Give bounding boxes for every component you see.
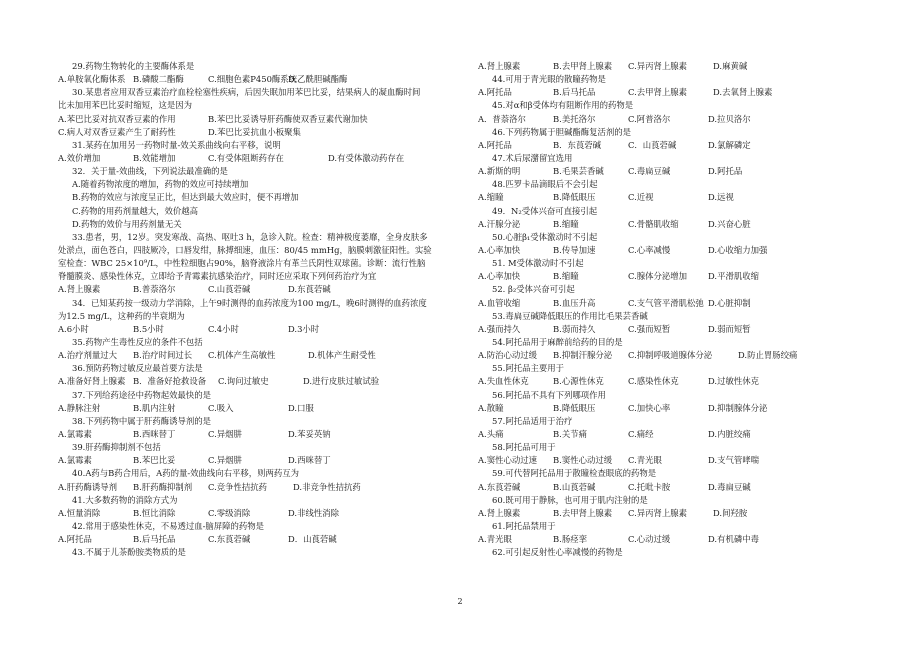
answer-option: D.有机磷中毒 (708, 534, 759, 545)
answer-options-row (58, 126, 458, 139)
answer-option: B.后马托品 (133, 534, 176, 545)
answer-option: B.恒比消除 (133, 507, 176, 518)
answer-options-row (478, 165, 878, 178)
answer-option: D.阿托品 (708, 166, 743, 177)
answer-options-row (58, 113, 458, 126)
answer-options-row (478, 375, 878, 388)
answer-option: B.肠痉挛 (553, 534, 587, 545)
answer-option: B.降低眼压 (553, 402, 596, 413)
answer-option: D.弱而短暂 (708, 323, 751, 334)
question-stem: 40.A药与B药合用后，A药的量-效曲线向右平移，则两药互为 (72, 468, 300, 479)
answer-option: B.普萘洛尔 (133, 284, 176, 295)
answer-option: C.异烟肼 (208, 428, 242, 439)
answer-option: D.心收缩力加强 (708, 244, 768, 255)
answer-option: D.机体产生耐受性 (308, 350, 376, 361)
left-column (58, 60, 458, 559)
answer-option: C.腺体分泌增加 (628, 271, 688, 282)
answer-option: C.强而短暂 (628, 323, 671, 334)
answer-options-row (478, 297, 878, 310)
answer-option: D.内脏绞痛 (708, 428, 751, 439)
answer-options-row (58, 375, 458, 388)
answer-options-row (58, 73, 458, 86)
question-stem: 38.下列药物中属于肝药酶诱导剂的是 (72, 415, 211, 426)
question-stem: 53.毒扁豆碱降低眼压的作用比毛果芸香碱 (492, 310, 648, 321)
answer-option: C.近视 (628, 192, 654, 203)
answer-option: A.随着药物浓度的增加，药物的效应可持续增加 (72, 179, 249, 190)
answer-options-row (58, 283, 458, 296)
question-stem-continuation: 处淤点，面色苍白，四肢厥冷，口唇发绀，脉搏细速，血压：80/45 mmHg，脑膜刺激征阳性。实验 (58, 244, 432, 255)
answer-option: A.阿托品 (58, 534, 92, 545)
answer-option: C.异丙肾上腺素 (628, 61, 688, 71)
answer-option: B.血压升高 (553, 297, 596, 308)
answer-options-row (58, 428, 458, 441)
answer-option: A.防治心动过缓 (478, 350, 537, 361)
answer-option: B.去甲肾上腺素 (553, 507, 613, 518)
answer-option: D.乙酰胆碱酯酶 (288, 74, 348, 85)
answer-option: B.降低眼压 (553, 192, 596, 203)
answer-option: D.氯解磷定 (708, 139, 751, 150)
answer-options-row (478, 323, 878, 336)
answer-option: D.非竞争性拮抗药 (293, 481, 361, 492)
question-stem: 42.常用于感染性休克，不易透过血-脑屏障的药物是 (72, 520, 265, 531)
question-stem: 31.某药在加用另一药物时量-效关系曲线向右平移，说明 (72, 139, 281, 150)
question-stem-continuation: 室检查：WBC 25×10⁹/L，中性粒细胞占90%，脑脊液涂片有革兰氏阴性双球菌。诊断：流行性脑 (58, 258, 426, 269)
answer-options-row (58, 507, 458, 520)
answer-option: D.口服 (288, 402, 314, 413)
answer-option: D.西咪替丁 (288, 455, 331, 466)
answer-option: B.肝药酶抑制剂 (133, 481, 193, 492)
answer-option: A.血管收缩 (478, 297, 521, 308)
answer-option: D.平滑肌收缩 (708, 271, 759, 282)
answer-option: C.东莨菪碱 (208, 534, 251, 545)
answer-options-row (478, 349, 878, 362)
answer-option: A.窦性心动过速 (478, 455, 537, 466)
answer-option: C.毒扁豆碱 (628, 166, 671, 177)
answer-option: A．普萘洛尔 (478, 113, 526, 124)
question-stem: 58.阿托品可用于 (492, 442, 556, 453)
answer-options-row (478, 454, 878, 467)
question-stem: 36.预防药物过敏反应最首要方法是 (72, 363, 203, 374)
question-stem: 61.阿托品禁用于 (492, 520, 556, 531)
answer-option: C.心动过缓 (628, 534, 671, 545)
question-stem: 35.药物产生毒性反应的条件不包括 (72, 336, 203, 347)
answer-option: C.感染性休克 (628, 376, 679, 387)
answer-option: D.去氧肾上腺素 (713, 87, 773, 98)
answer-option: A.静脉注射 (58, 402, 101, 413)
answer-option: B.肌内注射 (133, 402, 176, 413)
question-stem-continuation: 比未加用苯巴比妥时缩短，这是因为 (58, 100, 192, 111)
answer-option: D.支气管哮喘 (708, 455, 759, 466)
question-stem: 54.阿托品用于麻醉前给药的目的是 (492, 336, 623, 347)
answer-option: C.抑制呼吸道腺体分泌 (628, 350, 713, 361)
answer-option: C.托吡卡胺 (628, 481, 671, 492)
question-stem: 37.下列给药途径中药物起效最快的是 (72, 389, 211, 400)
answer-options-row (478, 533, 878, 546)
answer-option: C.4小时 (208, 323, 239, 334)
answer-option: D.防止胃肠绞痛 (738, 350, 798, 361)
answer-options-row (478, 139, 878, 152)
question-stem: 47.术后尿潴留宜选用 (492, 152, 573, 163)
answer-option: A.新斯的明 (478, 166, 521, 177)
answer-option: B.西咪替丁 (133, 428, 176, 439)
answer-option: D.苯巴比妥抗血小板聚集 (208, 126, 301, 137)
answer-option: B.去甲肾上腺素 (553, 61, 613, 71)
answer-option: B.5小时 (133, 323, 164, 334)
answer-options-row (58, 481, 458, 494)
answer-option: A.心率加快 (478, 244, 521, 255)
answer-option: D.苯妥英钠 (288, 428, 331, 439)
answer-option: B.治疗时间过长 (133, 350, 193, 361)
answer-options-row (58, 533, 458, 546)
answer-options-row (58, 454, 458, 467)
answer-option: C.异丙肾上腺素 (628, 507, 688, 518)
answer-option: A.心率加快 (478, 271, 521, 282)
question-stem: 59.可代替阿托品用于散瞳检查眼底的药物是 (492, 468, 657, 479)
answer-option: C.机体产生高敏性 (208, 350, 276, 361)
question-stem: 46.下列药物属于胆碱酯酶复活剂的是 (492, 126, 631, 137)
answer-option: A.肾上腺素 (478, 61, 521, 71)
answer-options-row (478, 402, 878, 415)
answer-option: D.拉贝洛尔 (708, 113, 751, 124)
answer-option: A.失血性休克 (478, 376, 529, 387)
answer-option: D.毒扁豆碱 (708, 481, 751, 492)
answer-option: B.关节痛 (553, 428, 587, 439)
answer-option: A.单胺氧化酶体系 (58, 74, 126, 85)
answer-option: C.竞争性拮抗药 (208, 481, 268, 492)
answer-options-row (478, 244, 878, 257)
answer-options-row (478, 60, 878, 73)
answer-option: C.吸入 (208, 402, 234, 413)
answer-option: B.窦性心动过缓 (553, 455, 613, 466)
answer-option: B.苯巴比妥诱导肝药酶使双香豆素代谢加快 (208, 113, 368, 124)
answer-option: C.阿普洛尔 (628, 113, 671, 124)
question-stem: 34．已知某药按一级动力学消除，上午9时测得的血药浓度为100 mg/L，晚6时测得的血药浓度 (72, 297, 427, 308)
question-stem: 51. M受体激动时不引起 (492, 258, 584, 269)
question-stem: 33.患者，男，12岁。突发寒战、高热、呕吐3 h，急诊入院。检查：精神极度萎靡，全身皮肤多 (72, 231, 428, 242)
page-number: 2 (457, 597, 463, 606)
answer-options-row (478, 428, 878, 441)
answer-option: B.弱而持久 (553, 323, 596, 334)
answer-option: C.骨骼肌收缩 (628, 218, 679, 229)
answer-option: A.氯霉素 (58, 428, 92, 439)
answer-option: D．山莨菪碱 (288, 534, 337, 545)
answer-option: B．东莨菪碱 (553, 139, 602, 150)
answer-option: B.效能增加 (133, 152, 176, 163)
answer-options-row (478, 507, 878, 520)
answer-option: A.准备好肾上腺素 (58, 376, 126, 387)
answer-option: A.肾上腺素 (58, 284, 101, 295)
answer-option: D.远视 (708, 192, 734, 203)
answer-option: B.苯巴比妥 (133, 455, 176, 466)
answer-option: A.头痛 (478, 428, 504, 439)
answer-option: B.山莨菪碱 (553, 481, 596, 492)
answer-option: C.心率减慢 (628, 244, 671, 255)
answer-option: A.阿托品 (478, 87, 512, 98)
answer-option: D.麻黄碱 (713, 61, 748, 71)
question-stem: 44.可用于青光眼的散瞳药物是 (492, 74, 606, 85)
question-stem: 43.不属于儿茶酚胺类物质的是 (72, 547, 186, 558)
answer-option: B.美托洛尔 (553, 113, 596, 124)
answer-option: C.零级消除 (208, 507, 251, 518)
question-stem: 60.既可用于静脉，也可用于肌内注射的是 (492, 494, 648, 505)
answer-option: D.3小时 (288, 323, 320, 334)
answer-option: B.心源性休克 (553, 376, 604, 387)
answer-option: C.支气管平滑肌松弛 (628, 297, 704, 308)
answer-option: C.加快心率 (628, 402, 671, 413)
answer-option: A.肾上腺素 (478, 507, 521, 518)
answer-option: D.兴奋心脏 (708, 218, 751, 229)
answer-options-row (478, 113, 878, 126)
answer-option: C.询问过敏史 (218, 376, 269, 387)
answer-option: A.治疗剂量过大 (58, 350, 117, 361)
question-stem: 45.对α和β受体均有阻断作用的药物是 (492, 100, 634, 111)
question-stem: 56.阿托品不具有下列哪项作用 (492, 389, 606, 400)
answer-option: D.抑制腺体分泌 (708, 402, 768, 413)
question-stem: 62.可引起反射性心率减慢的药物是 (492, 547, 623, 558)
answer-option: C.有受体阻断药存在 (208, 152, 284, 163)
answer-options-row (58, 323, 458, 336)
answer-option: B．准备好抢救设备 (133, 376, 207, 387)
question-stem: 48.匹罗卡品滴眼后不会引起 (492, 179, 598, 190)
answer-option: B.后马托品 (553, 87, 596, 98)
question-stem: 30.某患者应用双香豆素治疗血栓栓塞性疾病，后因失眠加用苯巴比妥，结果病人的凝血酶时间 (72, 87, 421, 98)
answer-option: A.强而持久 (478, 323, 521, 334)
question-stem: 57.阿托品适用于治疗 (492, 415, 573, 426)
answer-option: B.毛果芸香碱 (553, 166, 604, 177)
answer-option: D.过敏性休克 (708, 376, 759, 387)
answer-option: C.药物的用药剂量越大，效价越高 (72, 205, 199, 216)
answer-option: C.青光眼 (628, 455, 662, 466)
answer-option: B.药物的效应与浓度呈正比，但达到最大效应时，便不再增加 (72, 192, 299, 203)
answer-option: A.散瞳 (478, 402, 504, 413)
answer-option: D.非线性消除 (288, 507, 339, 518)
question-stem: 50.心脏β₁受体激动时不引起 (492, 231, 598, 242)
answer-option: D.间羟胺 (713, 507, 748, 518)
answer-option: C.细胞色素P450酶系统 (208, 74, 298, 85)
answer-option: B.磷酸二酯酶 (133, 74, 184, 85)
answer-option: C.去甲肾上腺素 (628, 87, 688, 98)
answer-options-row (478, 86, 878, 99)
answer-options-row (58, 349, 458, 362)
answer-option: A.氯霉素 (58, 455, 92, 466)
answer-option: A.青光眼 (478, 534, 512, 545)
answer-options-row (478, 481, 878, 494)
answer-option: A.6小时 (58, 323, 89, 334)
answer-option: D.心脏抑制 (708, 297, 751, 308)
answer-option: A.恒量消除 (58, 507, 101, 518)
question-stem: 49．N₂受体兴奋可直接引起 (492, 205, 598, 216)
answer-options-row (58, 152, 458, 165)
answer-option: B.抑制汗腺分泌 (553, 350, 613, 361)
question-stem-continuation: 为12.5 mg/L，这种药的半衰期为 (58, 310, 185, 321)
answer-options-row (478, 270, 878, 283)
answer-option: B.缩瞳 (553, 218, 579, 229)
question-stem: 39.肝药酶抑制剂不包括 (72, 442, 161, 453)
answer-option: A.效价增加 (58, 152, 101, 163)
answer-option: A.汗腺分泌 (478, 218, 521, 229)
answer-option: B.缩瞳 (553, 271, 579, 282)
answer-option: D.药物的效价与用药剂量无关 (72, 218, 182, 229)
answer-option: C.山莨菪碱 (208, 284, 251, 295)
answer-option: D.进行皮肤过敏试验 (303, 376, 380, 387)
question-stem: 41.大多数药物的消除方式为 (72, 494, 178, 505)
answer-option: C.异烟肼 (208, 455, 242, 466)
question-stem: 29.药物生物转化的主要酶体系是 (72, 61, 195, 71)
answer-option: A.缩瞳 (478, 192, 504, 203)
answer-option: D.东莨菪碱 (288, 284, 331, 295)
answer-option: B.传导加速 (553, 244, 596, 255)
answer-options-row (58, 402, 458, 415)
answer-option: C.病人对双香豆素产生了耐药性 (58, 126, 176, 137)
answer-option: A.阿托品 (478, 139, 512, 150)
question-stem: 52. β₂受体兴奋可引起 (492, 284, 575, 295)
answer-option: A.苯巴比妥对抗双香豆素的作用 (58, 113, 176, 124)
answer-option: C.痛经 (628, 428, 654, 439)
answer-option: C．山莨菪碱 (628, 139, 677, 150)
answer-option: D.有受体激动药存在 (328, 152, 405, 163)
answer-options-row (478, 191, 878, 204)
answer-options-row (478, 218, 878, 231)
question-stem: 55.阿托品主要用于 (492, 363, 564, 374)
question-stem-continuation: 脊髓膜炎、感染性休克，立即给予青霉素抗感染治疗，同时还应采取下列何药治疗为宜 (58, 271, 377, 282)
answer-option: A.肝药酶诱导剂 (58, 481, 117, 492)
question-stem: 32．关于量-效曲线，下列说法最准确的是 (72, 166, 228, 177)
answer-option: A.东莨菪碱 (478, 481, 521, 492)
right-column (478, 60, 878, 559)
